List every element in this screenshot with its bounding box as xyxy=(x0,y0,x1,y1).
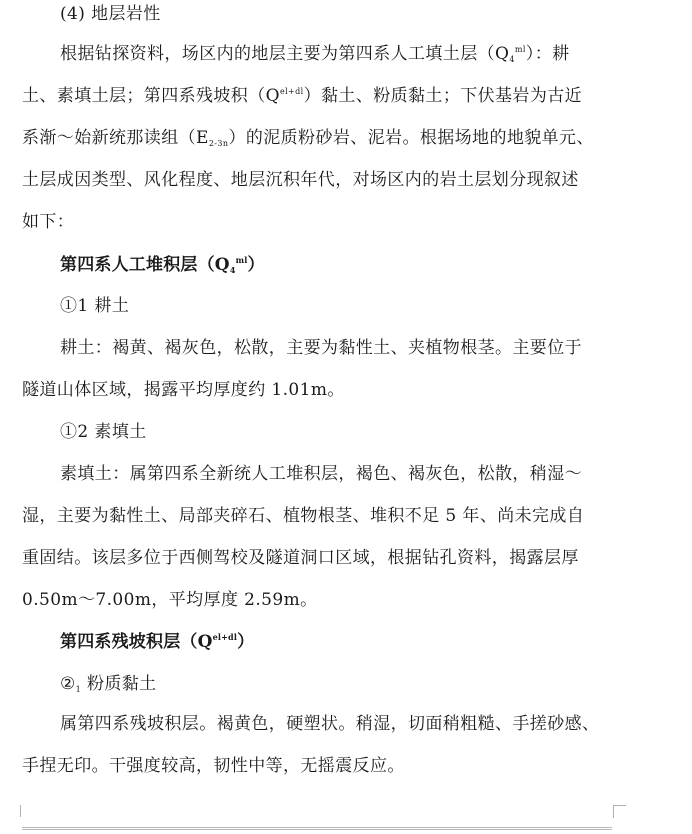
text-run: 根据钻探资料，场区内的地层主要为第四系人工填土层（Q xyxy=(60,44,510,64)
paragraph-line: 属第四系残坡积层。褐黄色，硬塑状。稍湿，切面稍粗糙、手搓砂感、 xyxy=(60,714,600,734)
superscript: el+dl xyxy=(279,87,304,96)
page-corner-mark-right xyxy=(613,805,626,818)
text-run: 第四系人工堆积层（Q xyxy=(60,255,230,275)
subscript: 4 xyxy=(229,265,236,275)
superscript: ml xyxy=(514,45,526,54)
paragraph-line: 土层成因类型、风化程度、地层沉积年代，对场区内的岩土层划分现叙述 xyxy=(22,170,579,190)
subscript: 1 xyxy=(75,685,82,694)
sublayer-title-silty-clay xyxy=(60,674,157,694)
paragraph-line: 素填土：属第四系全新统人工堆积层，褐色、褐灰色，松散，稍湿～ xyxy=(60,464,582,484)
page-corner-mark-left xyxy=(10,805,21,817)
subscript: 2-3n xyxy=(208,139,229,148)
page-bottom-rule xyxy=(22,827,612,830)
paragraph-line: 重固结。该层多位于西侧驾校及隧道洞口区域，根据钻孔资料，揭露层厚 xyxy=(22,548,579,568)
text-run: ）的泥质粉砂岩、泥岩。根据场地的地貌单元、 xyxy=(228,128,594,148)
paragraph-line xyxy=(60,44,570,64)
text-run: ）：耕 xyxy=(525,44,570,64)
paragraph-line: 隧道山体区域，揭露平均厚度约 1.01m。 xyxy=(22,380,345,400)
paragraph-line: 0.50m～7.00m，平均厚度 2.59m。 xyxy=(22,590,318,610)
text-run: 粉质黏土 xyxy=(81,674,157,694)
subscript: 4 xyxy=(509,55,515,64)
paragraph-line: 湿，主要为黏性土、局部夹碎石、植物根茎、堆积不足 5 年、尚未完成自 xyxy=(22,506,585,526)
paragraph-line: 如下： xyxy=(22,212,75,232)
sublayer-title-plain-fill: ①2 素填土 xyxy=(60,422,147,442)
text-run: 系渐～始新统那读组（E xyxy=(22,128,209,148)
superscript: el+dl xyxy=(212,632,238,642)
sublayer-title-cultivated-soil: ①1 耕土 xyxy=(60,296,130,316)
text-run: ② xyxy=(60,674,76,694)
layer-heading-residual-slope xyxy=(60,632,254,652)
text-run: 第四系残坡积层（Q xyxy=(60,632,213,652)
layer-heading-artificial-fill xyxy=(60,255,265,275)
text-run: ） xyxy=(237,632,255,652)
text-run: ）黏土、粉质黏土；下伏基岩为古近 xyxy=(303,86,583,106)
superscript: ml xyxy=(235,255,248,265)
text-run: ） xyxy=(247,255,265,275)
paragraph-line: 耕土：褐黄、褐灰色，松散，主要为黏性土、夹植物根茎。主要位于 xyxy=(60,338,582,358)
paragraph-line xyxy=(22,86,582,106)
section-heading: (4) 地层岩性 xyxy=(60,4,161,24)
paragraph-line xyxy=(22,128,594,148)
text-run: 土、素填土层；第四系残坡积（Q xyxy=(22,86,280,106)
paragraph-line: 手捏无印。干强度较高，韧性中等，无摇震反应。 xyxy=(22,756,405,776)
